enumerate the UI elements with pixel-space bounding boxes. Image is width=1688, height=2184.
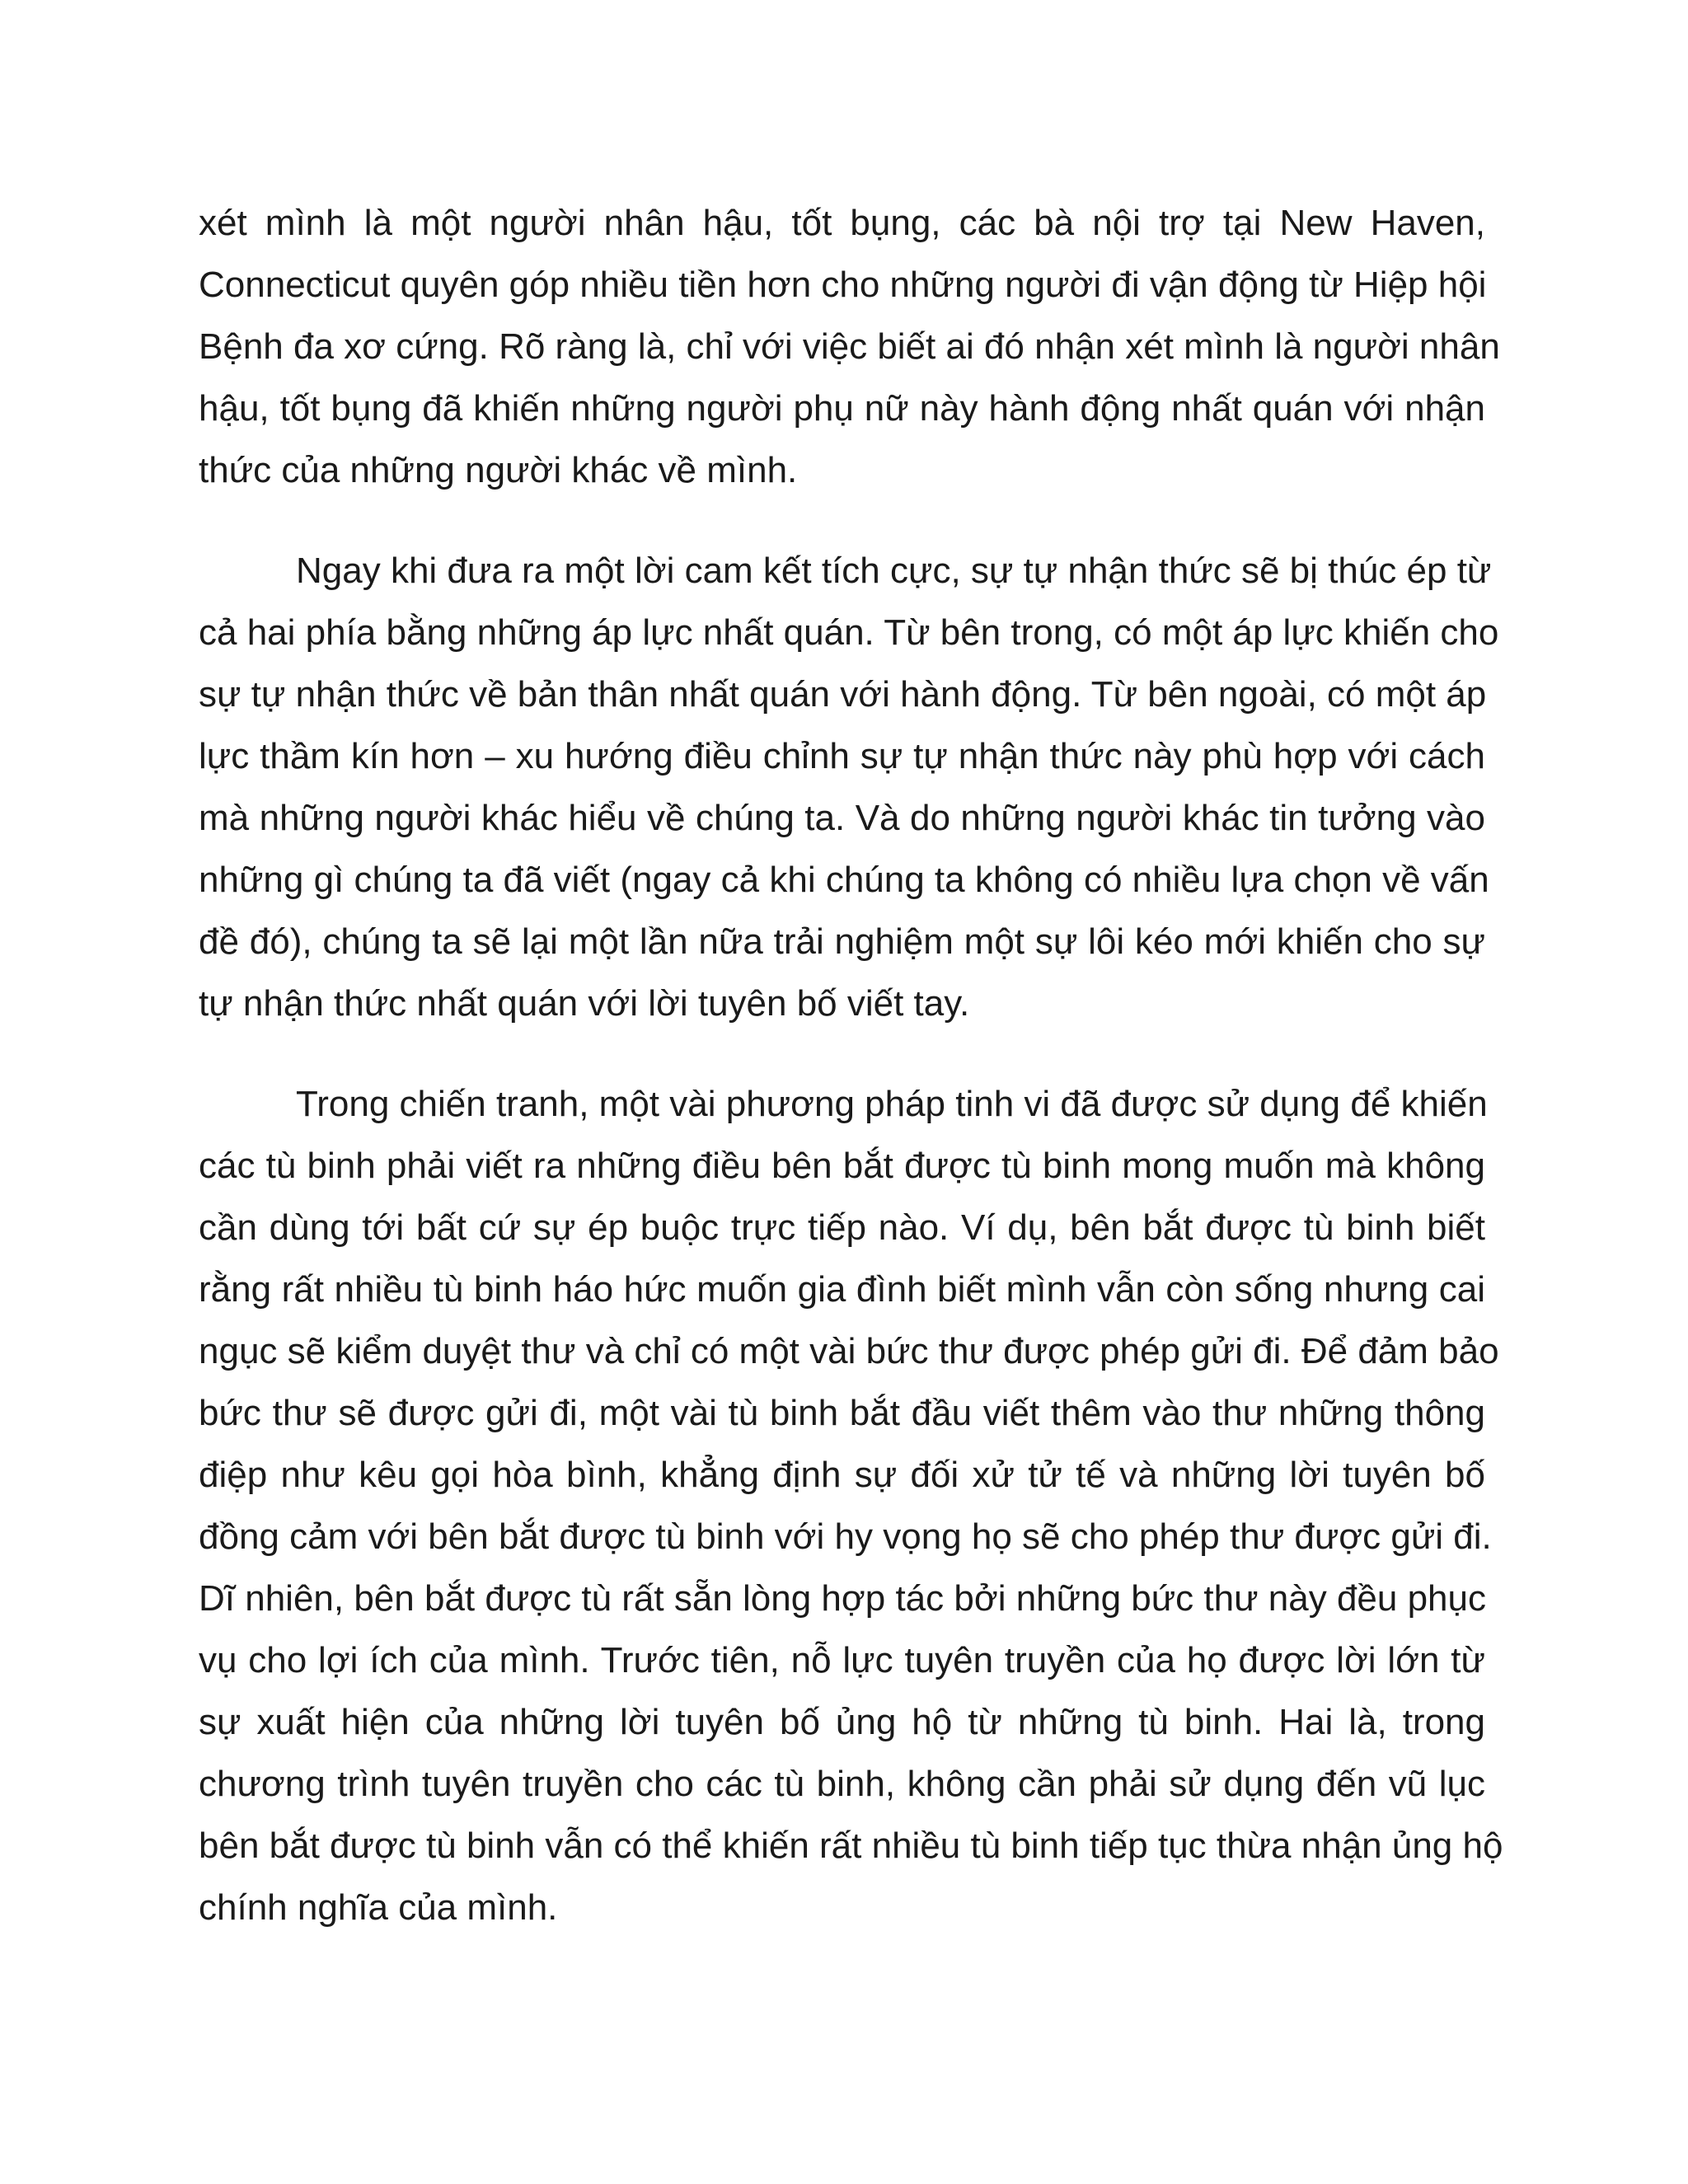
paragraph-line: những gì chúng ta đã viết (ngay cả khi chúng ta không có nhiều lựa chọn về vấn	[199, 860, 1489, 900]
paragraph-line: Dĩ nhiên, bên bắt được tù rất sẵn lòng hợp tác bởi những bức thư này đều phục	[199, 1578, 1486, 1619]
paragraph-line: bên bắt được tù binh vẫn có thể khiến rất nhiều tù binh tiếp tục thừa nhận ủng hộ	[199, 1825, 1503, 1866]
paragraph-line: thức của những người khác về mình.	[199, 450, 798, 490]
paragraph-line: cần dùng tới bất cứ sự ép buộc trực tiếp nào. Ví dụ, bên bắt được tù binh biết	[199, 1207, 1485, 1248]
paragraph-line: Trong chiến tranh, một vài phương pháp tinh vi đã được sử dụng để khiến	[296, 1084, 1488, 1124]
paragraph-3	[199, 1073, 1503, 1938]
paragraph-line: tự nhận thức nhất quán với lời tuyên bố viết tay.	[199, 983, 970, 1024]
paragraph-line: đề đó), chúng ta sẽ lại một lần nữa trải nghiệm một sự lôi kéo mới khiến cho sự	[199, 921, 1485, 962]
paragraph-line: ngục sẽ kiểm duyệt thư và chỉ có một vài bức thư được phép gửi đi. Để đảm bảo	[199, 1331, 1499, 1371]
paragraph-line: chương trình tuyên truyền cho các tù binh, không cần phải sử dụng đến vũ lục	[199, 1764, 1485, 1804]
paragraph-line: chính nghĩa của mình.	[199, 1887, 558, 1928]
paragraph-line: Ngay khi đưa ra một lời cam kết tích cực, sự tự nhận thức sẽ bị thúc ép từ	[296, 551, 1492, 591]
paragraph-line: mà những người khác hiểu về chúng ta. Và do những người khác tin tưởng vào	[199, 798, 1485, 838]
paragraph-1	[199, 192, 1500, 501]
paragraph-line: sự tự nhận thức về bản thân nhất quán với hành động. Từ bên ngoài, có một áp	[199, 674, 1487, 715]
paragraph-line: các tù binh phải viết ra những điều bên bắt được tù binh mong muốn mà không	[199, 1146, 1485, 1186]
paragraph-line: vụ cho lợi ích của mình. Trước tiên, nỗ lực tuyên truyền của họ được lời lớn từ	[199, 1640, 1485, 1680]
paragraph-line: điệp như kêu gọi hòa bình, khẳng định sự đối xử tử tế và những lời tuyên bố	[199, 1455, 1485, 1495]
paragraph-line: xét mình là một người nhân hậu, tốt bụng, các bà nội trợ tại New Haven,	[199, 203, 1485, 243]
paragraph-line: hậu, tốt bụng đã khiến những người phụ nữ này hành động nhất quán với nhận	[199, 388, 1485, 429]
paragraph-line: đồng cảm với bên bắt được tù binh với hy vọng họ sẽ cho phép thư được gửi đi.	[199, 1516, 1492, 1557]
paragraph-line: lực thầm kín hơn – xu hướng điều chỉnh sự tự nhận thức này phù hợp với cách	[199, 736, 1485, 776]
paragraph-line: cả hai phía bằng những áp lực nhất quán. Từ bên trong, có một áp lực khiến cho	[199, 612, 1499, 653]
paragraph-line: Bệnh đa xơ cứng. Rõ ràng là, chỉ với việc biết ai đó nhận xét mình là người nhân	[199, 326, 1500, 367]
paragraph-line: rằng rất nhiều tù binh háo hức muốn gia đình biết mình vẫn còn sống nhưng cai	[199, 1269, 1485, 1310]
paragraph-line: bức thư sẽ được gửi đi, một vài tù binh bắt đầu viết thêm vào thư những thông	[199, 1393, 1485, 1433]
paragraph-2	[199, 540, 1499, 1034]
paragraph-line: sự xuất hiện của những lời tuyên bố ủng hộ từ những tù binh. Hai là, trong	[199, 1702, 1485, 1742]
paragraph-line: Connecticut quyên góp nhiều tiền hơn cho những người đi vận động từ Hiệp hội	[199, 265, 1487, 305]
